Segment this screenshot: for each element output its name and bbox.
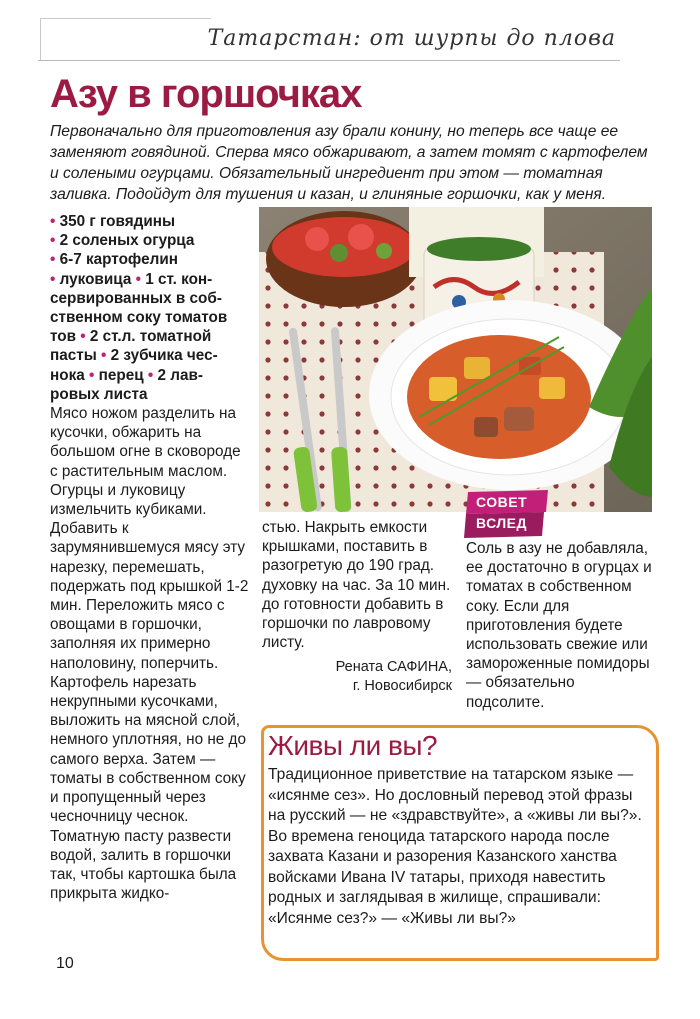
bullet-icon: • [76, 328, 90, 346]
ingredient-line [50, 270, 250, 289]
ingredient-line [50, 289, 250, 308]
ingredient-line [50, 250, 250, 269]
ingredient-text: 2 лав- [157, 366, 203, 384]
tip-badge-line1: СОВЕТ [476, 494, 528, 510]
ingredient-text: 350 г говядины [55, 213, 176, 230]
author-city: г. Новосибирск [352, 678, 452, 695]
author-signature [262, 658, 452, 696]
bullet-icon: • [84, 366, 99, 384]
author-name: Рената САФИНА, [335, 659, 452, 676]
food-photo [259, 207, 652, 512]
ingredient-line [50, 308, 250, 327]
tip-text: Соль в азу не добавляла, ее достаточно в огурцах и томатах в собственном соку. Если для приготовления будете использовать свежие или замороженные помидоры — обязательно подсолите. [466, 540, 652, 711]
ingredient-line [50, 327, 250, 346]
ingredient-text: ровых листа [50, 385, 148, 403]
bullet-icon: • [50, 213, 56, 230]
bullet-icon: • [96, 347, 111, 365]
ingredient-text: перец [98, 366, 144, 384]
middle-column [262, 518, 452, 696]
page-number: 10 [56, 955, 74, 972]
sidebar-box-text: Традиционное приветствие на татарском языке — «исянме сез». Но дословный перевод этой фразы на русский — не «здравствуйте», а «живы ли вы?». Во времена геноцида татарского народа после захвата Казани и разорения Казанского ханства войсками Ивана IV татары, приходя навестить родных и заглядывая в жилище, спрашивали: «Исянме сез?» — «Живы ли вы?» [268, 766, 642, 927]
sidebar-box-title: Живы ли вы? [268, 730, 438, 761]
ingredient-text: ственном соку томатов [50, 309, 228, 327]
tip-badge-line2: ВСЛЕД [476, 515, 527, 531]
ingredient-text: 2 соленых огурца [55, 232, 195, 250]
ingredient-text: сервированных в соб- [50, 289, 222, 307]
ingredient-text: луковица [55, 270, 132, 288]
header-corner-line [40, 18, 211, 61]
ingredient-text: нока [50, 366, 85, 384]
ingredient-text: 6-7 картофелин [55, 251, 178, 269]
ingredient-text: 2 зубчика чес- [110, 347, 218, 365]
ingredient-text: 2 ст.л. томатной [89, 328, 212, 346]
ingredient-text: тов [50, 328, 77, 346]
ingredient-line [50, 212, 250, 231]
left-column [50, 212, 250, 903]
bullet-icon: • [50, 251, 56, 269]
food-photo-icon [259, 207, 652, 512]
ingredient-line [50, 366, 250, 385]
bullet-icon: • [143, 366, 158, 384]
tip-badge [464, 490, 550, 538]
method-text-part1: Мясо ножом разделить на кусочки, обжарить на большом огне в сковороде с растительным маслом. Огурцы и луковицу измельчить кубиками. Добавить к зарумянившемуся мясу эту нарезку, перемешать, подержать под крышкой 1-2 мин. Переложить мясо с овощами в горшочки, заполняя их примерно наполовину, поперчить. Картофель нарезать некрупными кусочками, выложить на мясной слой, немного уплотняя, но не до самого верха. Затем — томаты в собственном соку и пропущенный через чесночницу чеснок. Томатную пасту развести водой, залить в горшочки так, чтобы картошка была прикрыта жидко- [50, 405, 249, 903]
article-title: Азу в горшочках [50, 72, 362, 116]
ingredient-text: 1 ст. кон- [145, 270, 213, 288]
ingredient-line [50, 385, 250, 404]
bullet-icon: • [131, 270, 146, 288]
method-text-part2: стью. Накрыть емкости крышками, поставить в разогретую до 190 град. духовку на час. За 10 мин. до готовности добавить в горшочки по лавровому листу. [262, 519, 451, 652]
bullet-icon: • [50, 232, 56, 250]
bullet-icon: • [50, 270, 56, 288]
ingredients-list [50, 212, 250, 404]
ingredient-line [50, 346, 250, 365]
ingredient-line [50, 231, 250, 250]
section-title: Татарстан: от шурпы до плова [207, 26, 616, 51]
ingredient-text: пасты [50, 347, 97, 365]
tip-column [466, 539, 656, 712]
header-rule [38, 60, 620, 61]
article-lead: Первоначально для приготовления азу брали конину, но теперь все чаще ее заменяют говядиной. Сперва мясо обжаривают, а затем томят с картофелем и солеными огурцами. Обязательный ингредиент при этом — томатная заливка. Подойдут для тушения и казан, и глиняные горшочки, как у меня. [50, 123, 648, 203]
